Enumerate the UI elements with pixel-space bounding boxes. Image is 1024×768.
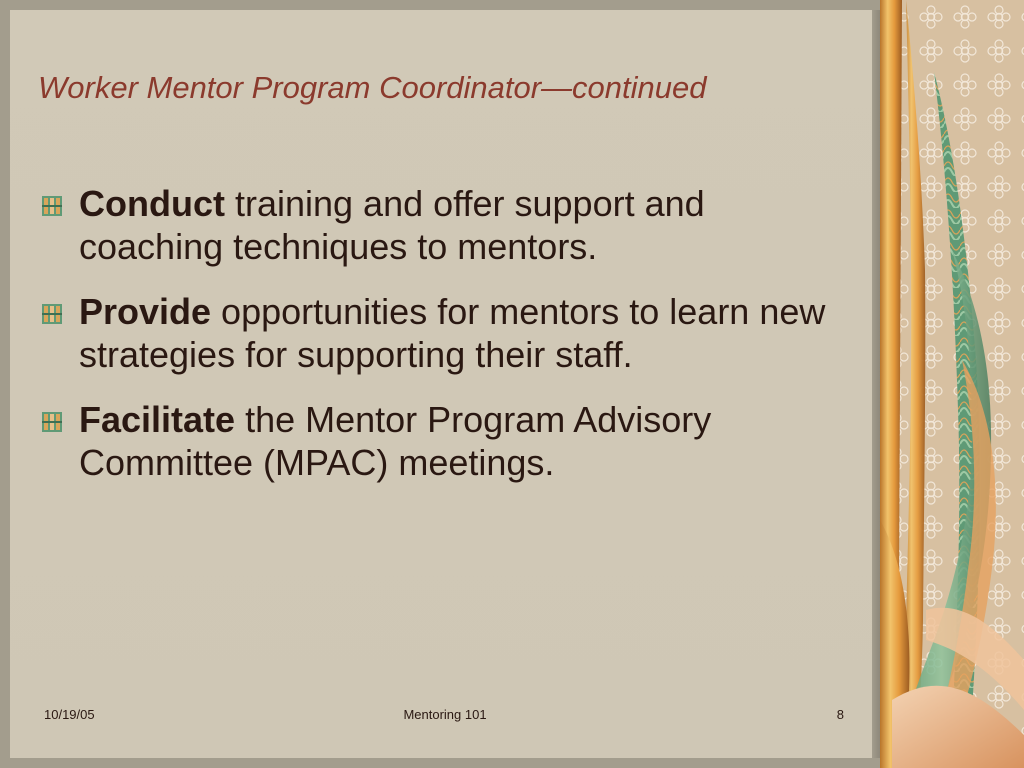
floral-ribbon-decoration (880, 0, 1024, 768)
slide-title: Worker Mentor Program Coordinator—continued (38, 70, 707, 105)
page-number: 8 (836, 707, 844, 722)
bullet-square-icon (42, 412, 62, 432)
bullet-keyword: Conduct (79, 183, 225, 224)
bullet-keyword: Provide (79, 291, 212, 332)
bullet-text: training and offer support and coaching techniques to mentors. (79, 183, 705, 267)
bullet-text: opportunities for mentors to learn new strategies for supporting their staff. (79, 291, 826, 375)
footer-date: 10/19/05 (44, 707, 95, 722)
bullet-list (40, 182, 840, 506)
bullet-square-icon (42, 196, 62, 216)
bullet-item (40, 182, 840, 268)
bullet-text: the Mentor Program Advisory Committee (MPAC) meetings. (79, 399, 712, 483)
footer-title: Mentoring 101 (403, 707, 487, 722)
bullet-square-icon (42, 304, 62, 324)
bullet-keyword: Facilitate (79, 399, 236, 440)
bullet-item (40, 290, 840, 376)
bullet-item (40, 398, 840, 484)
